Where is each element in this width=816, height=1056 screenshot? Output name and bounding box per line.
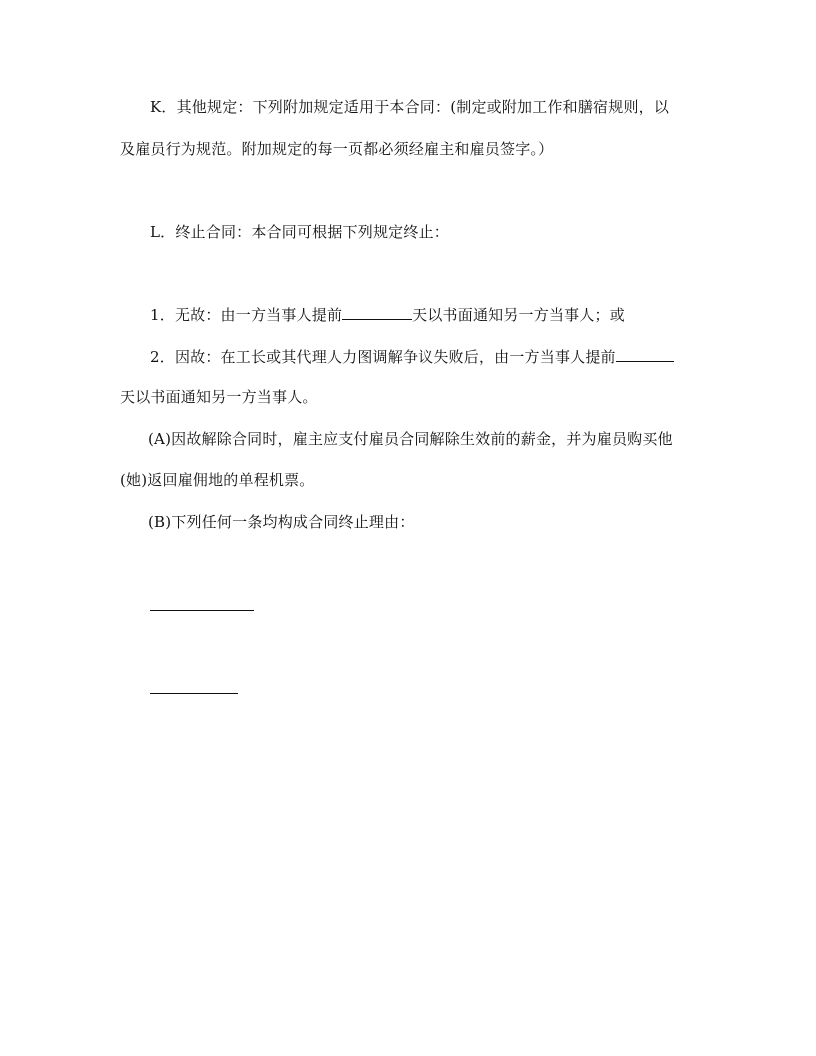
clause-k-line-1: K．其他规定：下列附加规定适用于本合同：(制定或附加工作和膳宿规则，以 (150, 98, 670, 116)
notice-days-blank-2 (616, 346, 674, 362)
absence-count-blank (150, 595, 202, 611)
clause-l-item-2 (150, 346, 674, 367)
location-blank (150, 678, 238, 694)
item-1-text-a: 1．无故：由一方当事人提前 (150, 306, 343, 324)
reason-c (150, 678, 238, 699)
item-2-text-a: 2．因故：在工长或其代理人力图调解争议失败后，由一方当事人提前 (150, 348, 616, 366)
clause-l-item-2-cont: 天以书面通知另一方当事人。 (120, 388, 318, 406)
sub-a-line-2: (她)返回雇佣地的单程机票。 (120, 471, 315, 489)
clause-k-line-2: 及雇员行为规范。附加规定的每一页都必须经雇主和雇员签字。） (120, 140, 554, 158)
sub-b: (B)下列任何一条均构成合同终止理由： (148, 513, 415, 531)
item-1-text-b: 天以书面通知另一方当事人；或 (412, 306, 625, 324)
late-count-blank (202, 595, 254, 611)
sub-a-line-1: (A)因故解除合同时，雇主应支付雇员合同解除生效前的薪金，并为雇员购买他 (148, 430, 673, 448)
clause-l-item-1 (150, 304, 625, 325)
reason-a (150, 595, 254, 616)
notice-days-blank-1 (342, 304, 412, 320)
clause-l-heading: L．终止合同：本合同可根据下列规定终止： (150, 223, 449, 241)
